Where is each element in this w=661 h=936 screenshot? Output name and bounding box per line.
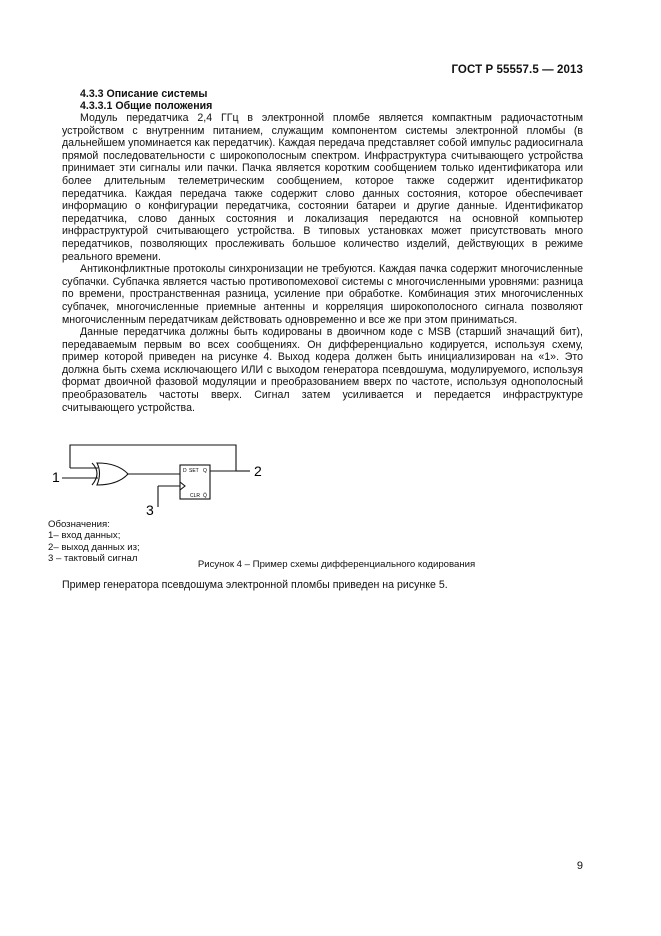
input-label: 1 xyxy=(52,469,60,485)
output-label: 2 xyxy=(254,463,262,479)
set-pin-label: SET xyxy=(189,468,199,474)
clock-triangle xyxy=(180,482,185,490)
differential-encoder-circuit xyxy=(40,441,280,521)
paragraph: Антиконфликтные протоколы синхронизации не требуются. Каждая пачка содержит многочисленные субпачки. Субпачка является частью противопомехової системы с многочисленными уровнями: разница по времени, пространственная разница, усиление при обработке. Комбинация этих многочисленных субпачек, многочисленные приемные антенны и корреляция широкополосного сигнала позволяют многочисленным передатчикам действовать одновременно и все же при этом приниматься. xyxy=(62,263,583,326)
clock-label: 3 xyxy=(146,502,154,518)
page-number: 9 xyxy=(576,860,583,872)
q-pin-label: Q xyxy=(203,468,207,474)
legend-title: Обозначения: xyxy=(48,519,110,530)
circuit-diagram xyxy=(40,441,280,521)
d-pin-label: D xyxy=(183,468,187,474)
body-text xyxy=(62,88,583,414)
legend-item: 3 – тактовый сигнал xyxy=(48,553,138,565)
feedback-wire xyxy=(70,445,236,468)
legend-item: 2– выход данных из; xyxy=(48,541,140,553)
xor-gate-body xyxy=(97,463,128,485)
figure-caption: Рисунок 4 – Пример схемы дифференциального кодирования xyxy=(197,559,476,570)
subsection-title: 4.3.3.1 Общие положения xyxy=(80,100,213,112)
xor-gate-back xyxy=(92,463,97,485)
paragraph: Модуль передатчика 2,4 ГГц в электронной пломбе является компактным радиочастотным устройством с внутренним питанием, служащим компонентом системы электронной пломбы (в дальнейшем упоминается как передатчик). Каждая передача представляет собой импульс радиосигнала прямой последовательности с широкополосным спектром. Инфраструктура считывающего устройства принимает эти сигналы или пачки. Пачка является коротким сообщением только идентификатора или более длительным телеметрическим сообщением, которое также содержит идентификатор передатчика. Каждая передача также содержит слово данных состояния, которое обеспечивает информацию о конфигурации передатчика, состоянии батареи и другие данные. Идентификатор передатчика, слово данных состояния и локализация передаются на основной компьютер инфраструктурой считывающего устройства. В типовых установках может присутствовать много передатчиков, позволяющих прослеживать большое количество изделий, действующих в режиме реального времени. xyxy=(62,112,583,263)
clr-pin-label: CLR xyxy=(190,493,201,499)
after-figure-text: Пример генератора псевдошума электронной пломбы приведен на рисунке 5. xyxy=(62,579,448,591)
standard-code: ГОСТ Р 55557.5 — 2013 xyxy=(451,64,583,76)
q-output-wire xyxy=(210,468,236,471)
legend-item: 1– вход данных; xyxy=(48,530,121,542)
section-title: 4.3.3 Описание системы xyxy=(80,88,208,100)
figure-legend xyxy=(48,519,140,565)
paragraph: Данные передатчика должны быть кодированы в двоичном коде с MSB (старший значащий бит), передаваемым первым во всех сообщениях. Он дифференциально кодируется, используя схему, пример которой приведен на рисунке 4. Выход кодера должен быть инициализирован на «1». Это должна быть схема исключающего ИЛИ с выходом генератора псевдошума, модулируемого, используя формат двоичной фазовой модуляции и преобразованием вверх по частоте, используя однополосный преобразователь частоты вверх. Сигнал затем усиливается и передается инфраструктуре считывающего устройства. xyxy=(62,326,583,414)
qbar-pin-label: Q̄ xyxy=(203,493,207,499)
